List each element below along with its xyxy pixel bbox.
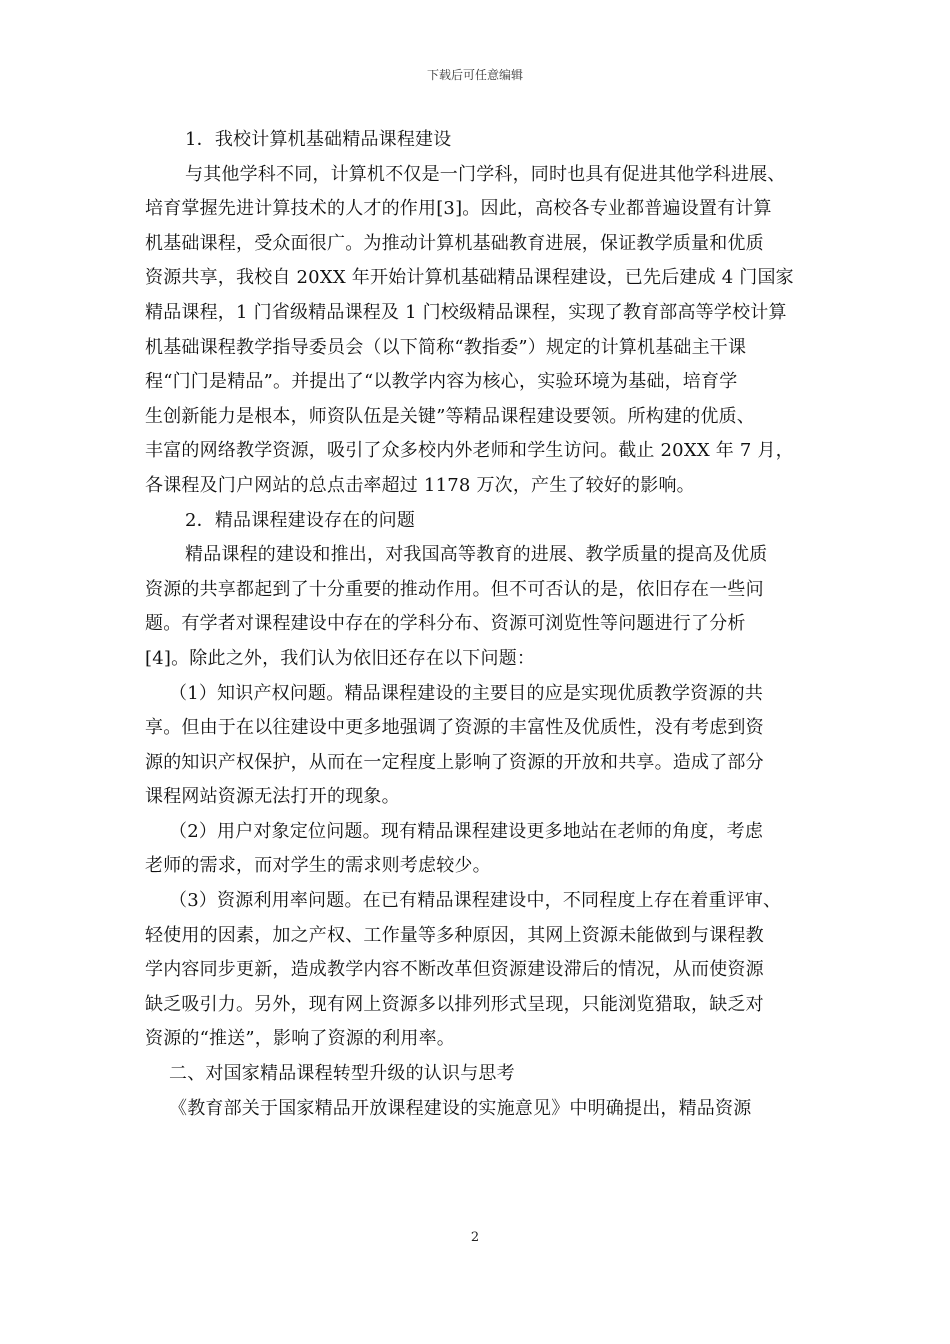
text-line: 2．精品课程建设存在的问题	[185, 509, 416, 531]
text-line: 学内容同步更新，造成教学内容不断改革但资源建设滞后的情况，从而使资源	[145, 959, 764, 981]
text-line: 资源的“推送”，影响了资源的利用率。	[145, 1028, 456, 1050]
text-line: 缺乏吸引力。另外，现有网上资源多以排列形式呈现，只能浏览猎取，缺乏对	[145, 993, 764, 1015]
text-line: 精品课程，1 门省级精品课程及 1 门校级精品课程，实现了教育部高等学校计算	[145, 301, 787, 323]
text-line: 二、对国家精品课程转型升级的认识与思考	[169, 1063, 515, 1085]
text-line: 老师的需求，而对学生的需求则考虑较少。	[145, 855, 491, 877]
text-line: 1．我校计算机基础精品课程建设	[185, 129, 452, 150]
text-line: 各课程及门户网站的总点击率超过 1178 万次，产生了较好的影响。	[145, 474, 695, 496]
text-line: 题。有学者对课程建设中存在的学科分布、资源可浏览性等问题进行了分析	[145, 613, 746, 635]
text-line: 培育掌握先进计算技术的人才的作用[3]。因此，高校各专业都普遍设置有计算	[145, 198, 772, 220]
text-line: 丰富的网络教学资源，吸引了众多校内外老师和学生访问。截止 20XX 年 7 月，	[145, 440, 794, 462]
page-number: 2	[470, 1230, 480, 1245]
text-line: 资源共享，我校自 20XX 年开始计算机基础精品课程建设，已先后建成 4 门国家	[145, 267, 794, 289]
document-body	[145, 123, 809, 1126]
text-line: 轻使用的因素，加之产权、工作量等多种原因，其网上资源未能做到与课程教	[145, 924, 764, 946]
text-line: 《教育部关于国家精品开放课程建设的实施意见》中明确提出，精品资源	[169, 1097, 752, 1119]
text-line: 机基础课程教学指导委员会（以下简称“教指委”）规定的计算机基础主干课	[145, 336, 747, 358]
text-line: 源的知识产权保护，从而在一定程度上影响了资源的开放和共享。造成了部分	[145, 751, 764, 773]
text-line: （3）资源利用率问题。在已有精品课程建设中，不同程度上存在着重评审、	[169, 890, 782, 912]
text-line: 生创新能力是根本，师资队伍是关键”等精品课程建设要领。所构建的优质、	[145, 405, 755, 427]
text-line: 资源的共享都起到了十分重要的推动作用。但不可否认的是，依旧存在一些问	[145, 578, 764, 600]
text-line: [4]。除此之外，我们认为依旧还存在以下问题：	[145, 647, 536, 669]
text-line: （1）知识产权问题。精品课程建设的主要目的应是实现优质教学资源的共	[169, 682, 764, 704]
text-line: 与其他学科不同，计算机不仅是一门学科，同时也具有促进其他学科进展、	[185, 163, 786, 185]
text-line: 课程网站资源无法打开的现象。	[145, 786, 400, 808]
text-line: 程“门门是精品”。并提出了“以教学内容为核心，实验环境为基础，培育学	[145, 371, 738, 393]
text-line: 精品课程的建设和推出，对我国高等教育的进展、教学质量的提高及优质	[185, 544, 768, 566]
text-line: 机基础课程，受众面很广。为推动计算机基础教育进展，保证教学质量和优质	[145, 232, 764, 254]
page-header: 下载后可任意编辑	[426, 68, 523, 82]
text-line: （2）用户对象定位问题。现有精品课程建设更多地站在老师的角度，考虑	[169, 820, 764, 842]
text-line: 享。但由于在以往建设中更多地强调了资源的丰富性及优质性，没有考虑到资	[145, 717, 764, 739]
